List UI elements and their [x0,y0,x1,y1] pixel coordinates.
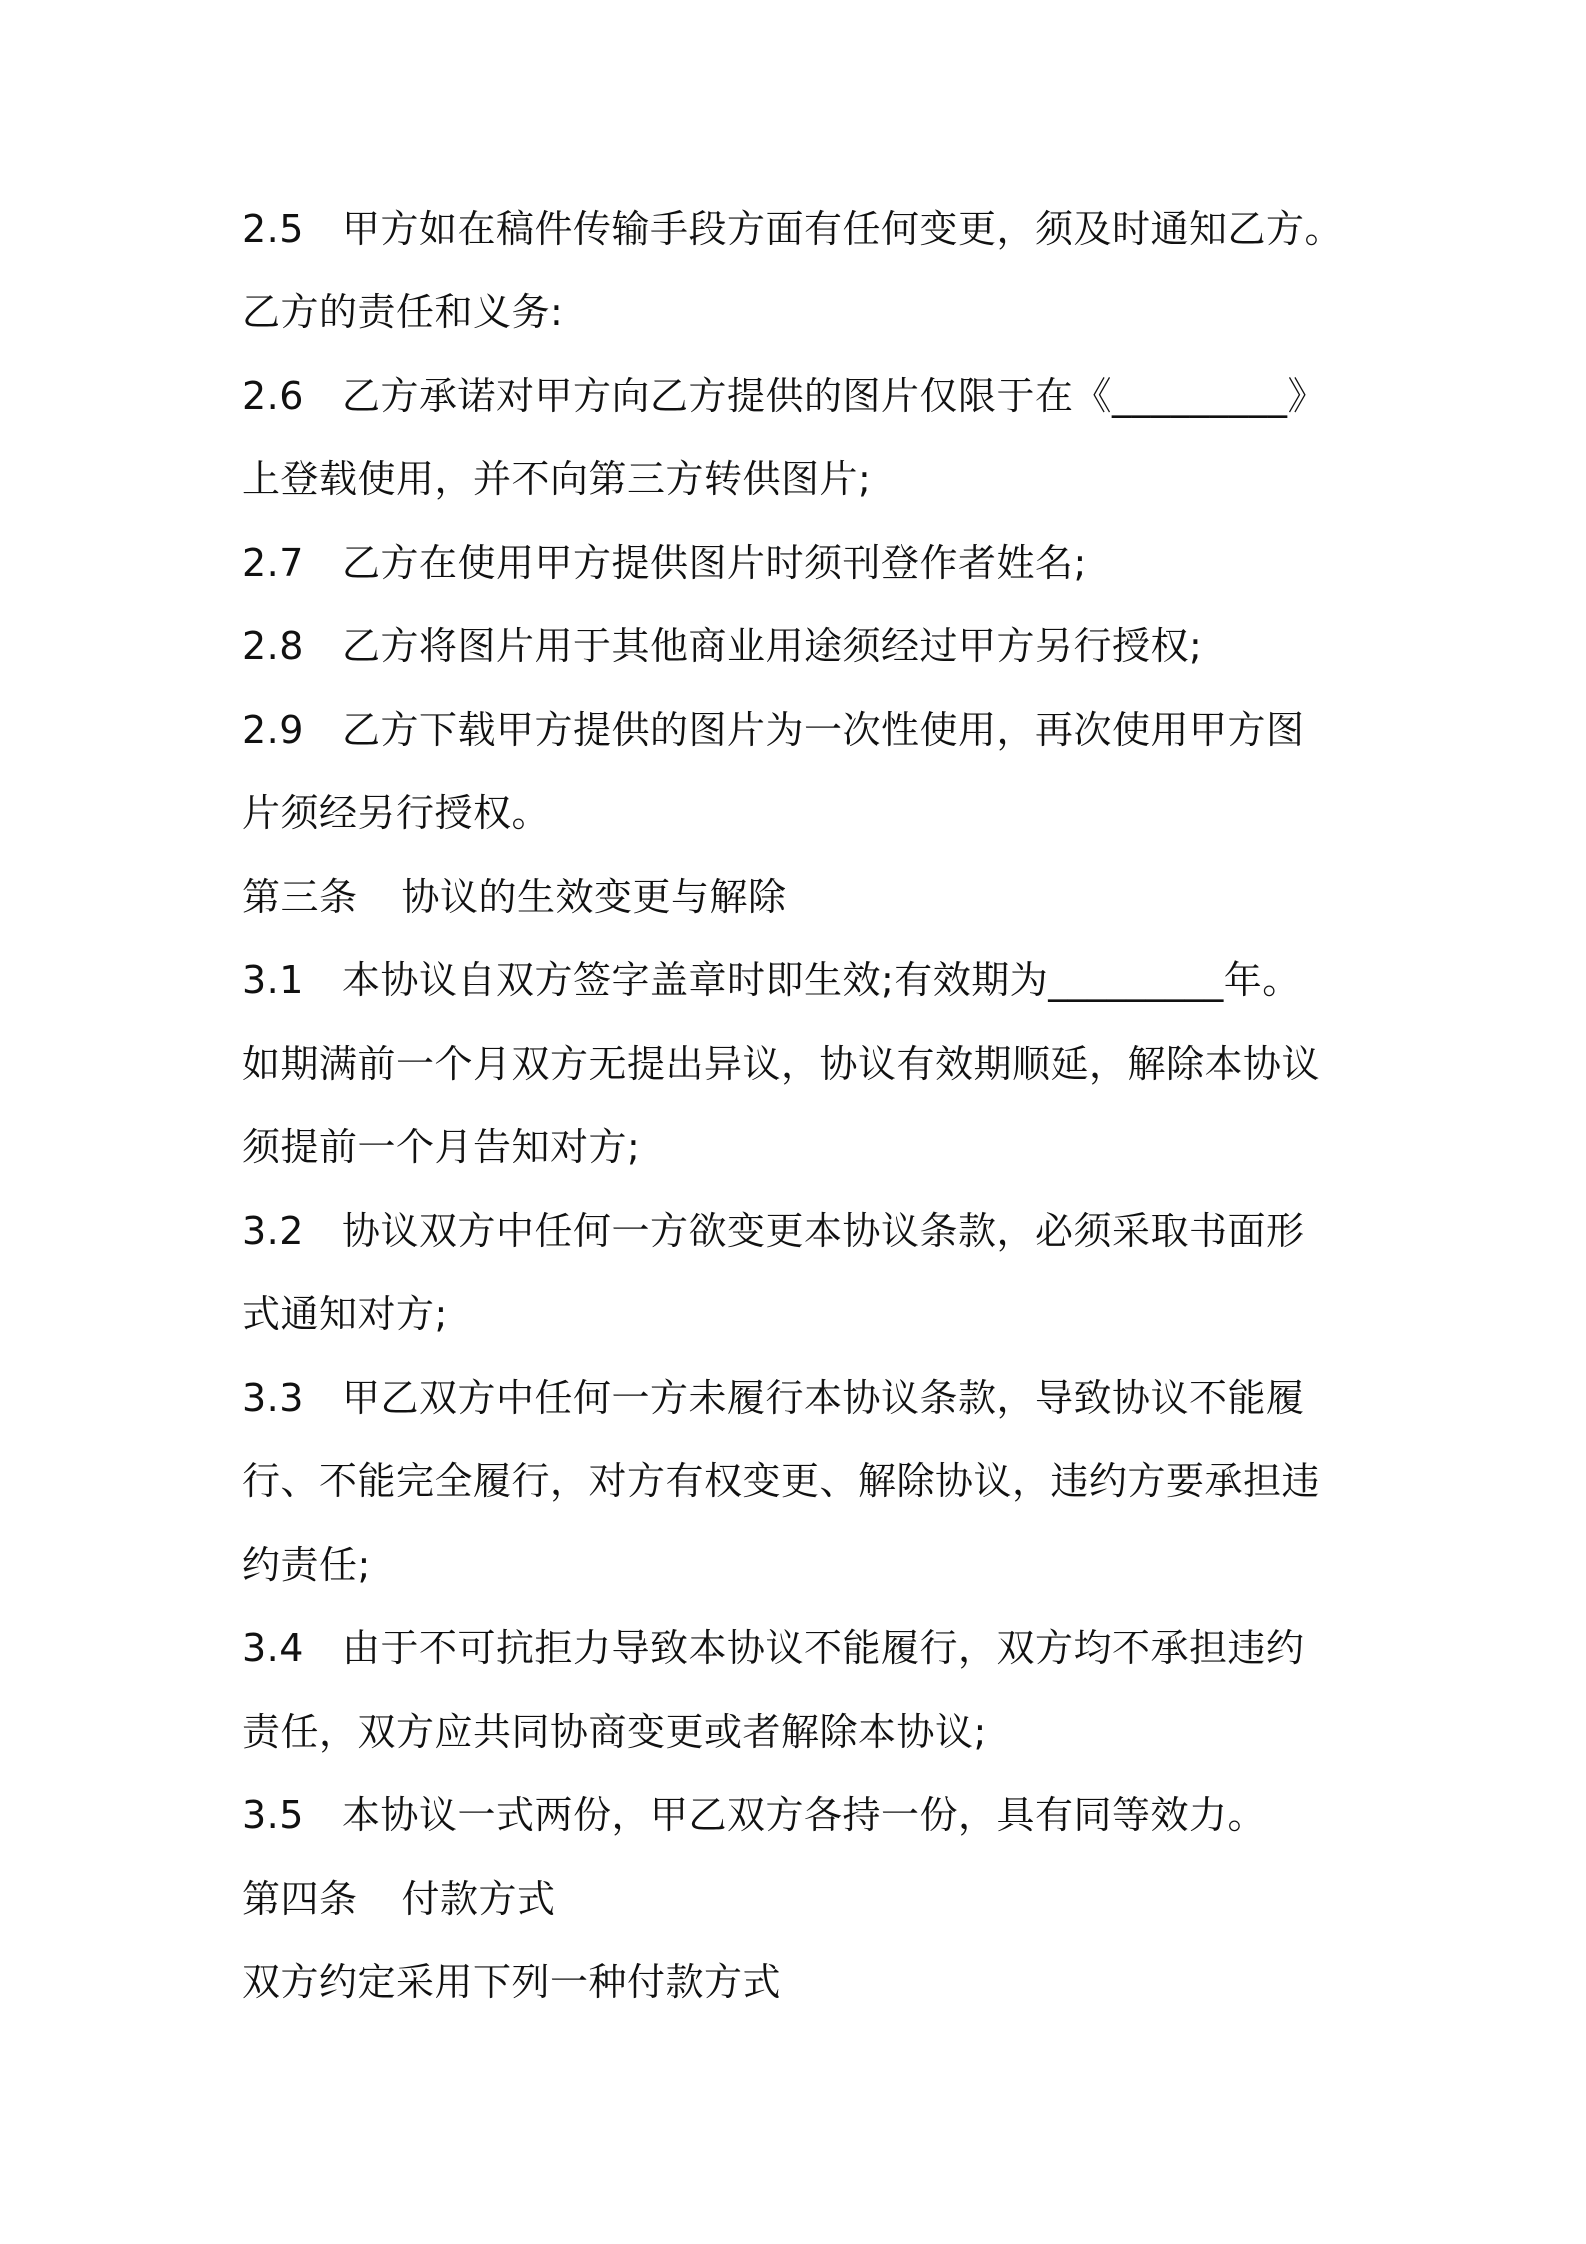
clause-number: 2.9 [242,708,304,752]
clause-3-3-continued-2 [242,1541,371,1589]
clause-text: 由于不可抗拒力导致本协议不能履行，双方均不承担违约 [342,1626,1305,1670]
clause-3-1 [242,956,1301,1004]
clause-text: 约责任; [242,1543,371,1587]
clause-text: 行、不能完全履行，对方有权变更、解除协议，违约方要承担违 [242,1459,1321,1503]
clause-2-9-continued [242,789,550,837]
clause-3-1-continued-1 [242,1040,1320,1088]
clause-text: 式通知对方; [242,1292,448,1336]
clause-3-4-continued [242,1708,987,1756]
clause-text: 乙方下载甲方提供的图片为一次性使用，再次使用甲方图 [342,708,1305,752]
clause-text: 须提前一个月告知对方; [242,1125,641,1169]
article-4-heading [242,1875,556,1923]
clause-number: 2.7 [242,541,304,585]
clause-text: 协议双方中任何一方欲变更本协议条款，必须采取书面形 [342,1209,1305,1253]
clause-2-5 [242,205,1343,253]
article-label: 第三条 [242,875,358,919]
article-label: 第四条 [242,1877,358,1921]
article-title: 付款方式 [401,1877,556,1921]
clause-2-8 [242,622,1202,670]
clause-2-7 [242,539,1087,587]
clause-3-1-continued-2 [242,1123,640,1171]
clause-number: 3.5 [242,1793,304,1837]
clause-3-2-continued [242,1290,448,1338]
clause-3-3-continued-1 [242,1457,1320,1505]
clause-text: 片须经另行授权。 [242,791,551,835]
clause-text: 甲乙双方中任何一方未履行本协议条款，导致协议不能履 [342,1376,1305,1420]
clause-2-6-continued [242,455,871,503]
clause-text: 乙方将图片用于其他商业用途须经过甲方另行授权; [342,624,1203,668]
clause-number: 2.5 [242,207,304,251]
clause-3-2 [242,1207,1305,1255]
clause-2-9 [242,706,1305,754]
clause-text: 乙方承诺对甲方向乙方提供的图片仅限于在《_________》 [342,374,1327,418]
payment-intro [242,1958,781,2006]
clause-text: 上登载使用，并不向第三方转供图片; [242,457,872,501]
clause-number: 3.1 [242,958,304,1002]
clause-text: 本协议自双方签字盖章时即生效;有效期为_________年。 [342,958,1301,1002]
article-title: 协议的生效变更与解除 [401,875,787,919]
clause-text: 甲方如在稿件传输手段方面有任何变更，须及时通知乙方。 [342,207,1344,251]
heading-text: 乙方的责任和义务: [242,290,564,334]
clause-3-4 [242,1624,1305,1672]
clause-text: 乙方在使用甲方提供图片时须刊登作者姓名; [342,541,1087,585]
paragraph-text: 双方约定采用下列一种付款方式 [242,1960,782,2004]
clause-number: 2.6 [242,374,304,418]
clause-text: 责任，双方应共同协商变更或者解除本协议; [242,1710,987,1754]
clause-number: 3.3 [242,1376,304,1420]
section-heading-party-b-duties [242,288,563,336]
clause-text: 如期满前一个月双方无提出异议，协议有效期顺延，解除本协议 [242,1042,1321,1086]
clause-2-6 [242,372,1326,420]
clause-number: 3.2 [242,1209,304,1253]
clause-text: 本协议一式两份，甲乙双方各持一份，具有同等效力。 [342,1793,1267,1837]
clause-3-3 [242,1374,1305,1422]
clause-number: 3.4 [242,1626,304,1670]
article-3-heading [242,873,787,921]
clause-3-5 [242,1791,1266,1839]
clause-number: 2.8 [242,624,304,668]
